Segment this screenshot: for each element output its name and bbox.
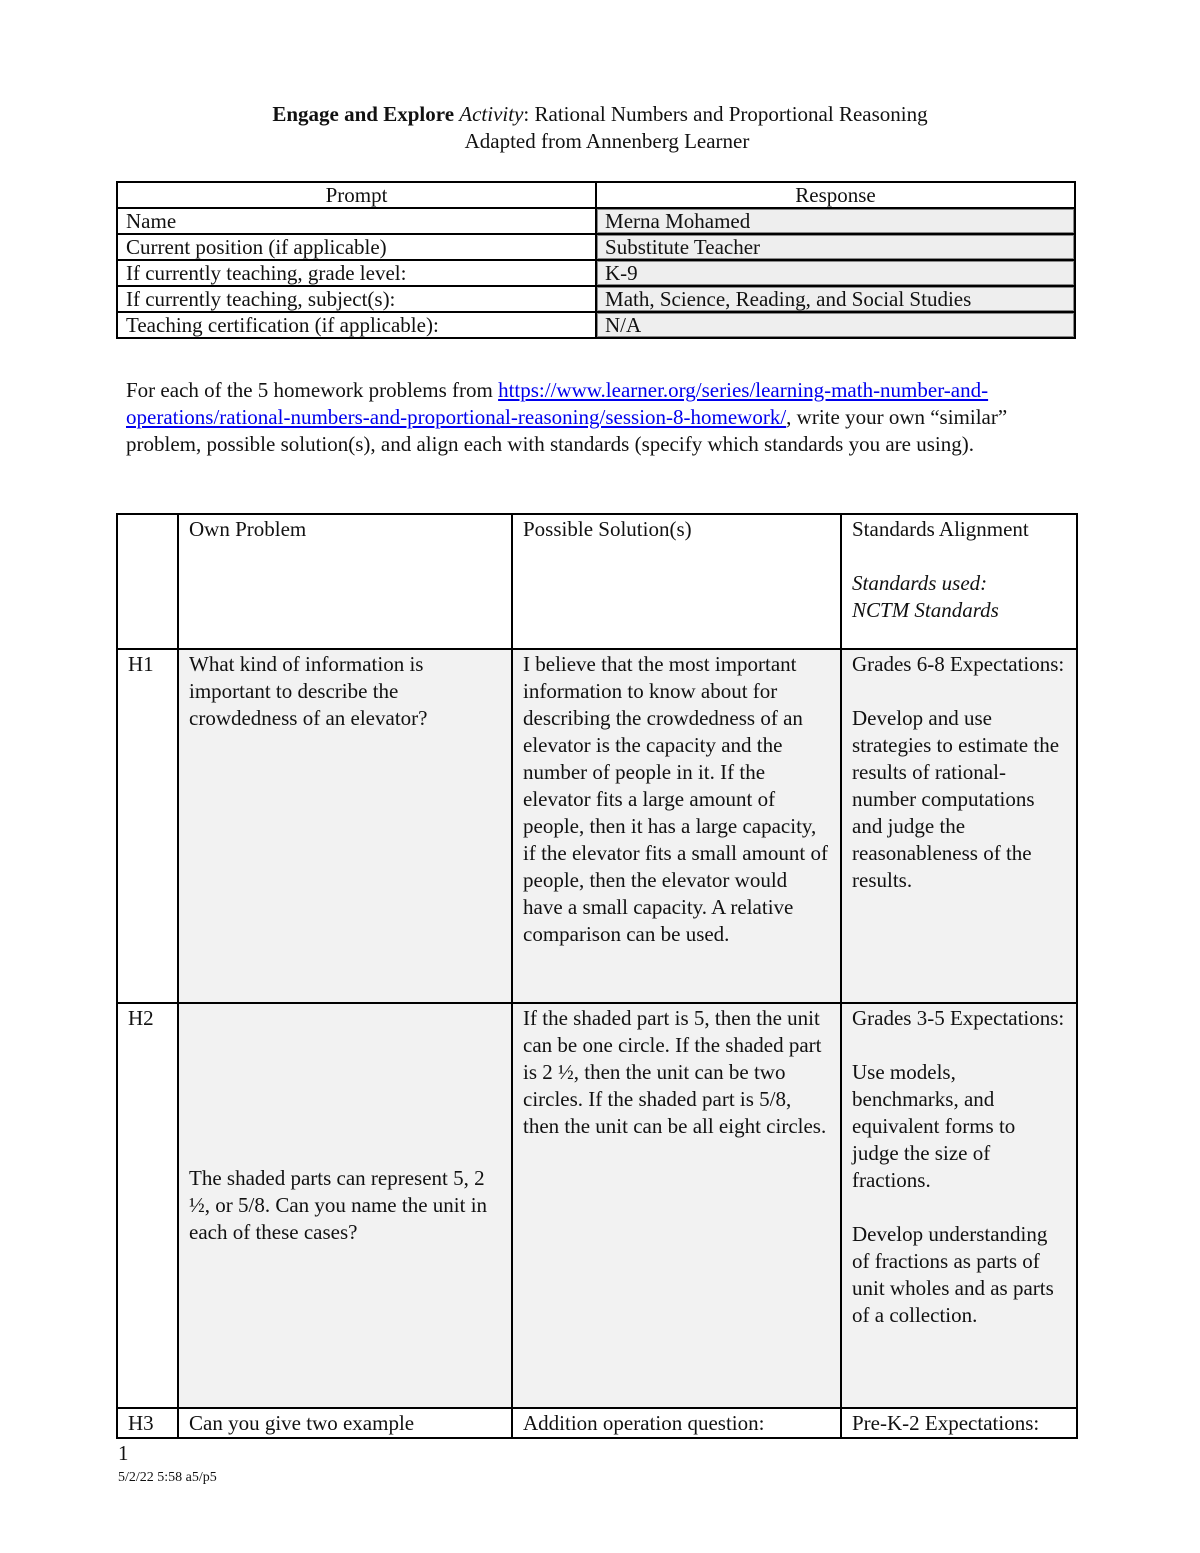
prompt-cell: Name [117, 208, 596, 234]
homework-link[interactable]: https://www.learner.org/series/learning-math-number-and-operations/rational-numbers-and-proportional-reasoning/session-8-homework/ [126, 378, 989, 429]
row-id: H1 [117, 649, 178, 1003]
info-row [117, 312, 1075, 338]
response-field-subjects[interactable]: Math, Science, Reading, and Social Studies [596, 286, 1075, 312]
info-table [116, 181, 1076, 339]
standards-item: Develop understanding of fractions as parts of unit wholes and as parts of a collection. [852, 1222, 1054, 1327]
row-id: H2 [117, 1003, 178, 1408]
solution-cell[interactable]: Addition operation question: [512, 1408, 841, 1438]
standards-header [841, 514, 1077, 649]
standards-cell[interactable]: Pre-K-2 Expectations: [841, 1408, 1077, 1438]
problem-text: The shaded parts can represent 5, 2 ½, or 5/8. Can you name the unit in each of these cases? [189, 1165, 488, 1244]
title-italic: Activity [459, 102, 524, 126]
info-row [117, 260, 1075, 286]
title-rest: : Rational Numbers and Proportional Reasoning [523, 102, 928, 126]
footer-stamp: 5/2/22 5:58 a5/p5 [118, 1470, 217, 1485]
standards-item: Develop and use strategies to estimate the results of rational-number computations and judge the reasonableness of the results. [852, 706, 1060, 892]
prompt-cell: Teaching certification (if applicable): [117, 312, 596, 338]
info-row [117, 208, 1075, 234]
table-row [117, 1408, 1077, 1438]
page-number: 1 [118, 1441, 129, 1465]
prompt-cell: Current position (if applicable) [117, 234, 596, 260]
instructions-paragraph [126, 377, 1071, 458]
standards-grade: Grades 3-5 Expectations: [852, 1006, 1065, 1030]
prompt-cell: If currently teaching, grade level: [117, 260, 596, 286]
homework-table [116, 513, 1078, 1439]
instructions-text-after: , write your own “similar” problem, possible solution(s), and align each with standards (specify which standards you are using). [126, 405, 1008, 456]
response-field-name[interactable]: Merna Mohamed [596, 208, 1075, 234]
standards-cell[interactable] [841, 1003, 1077, 1408]
response-header: Response [596, 182, 1075, 208]
info-table-header [117, 182, 1075, 208]
own-problem-header: Own Problem [178, 514, 512, 649]
standards-used-label: Standards used: [852, 571, 988, 595]
standards-alignment-label: Standards Alignment [852, 517, 1029, 541]
response-field-position[interactable]: Substitute Teacher [596, 234, 1075, 260]
solution-cell[interactable]: I believe that the most important information to know about for describing the crowdedness of an elevator is the capacity and the number of people in it. If the elevator fits a large amount of people, then it has a large capacity, if the elevator fits a small amount of people, then the elevator would have a small capacity. A relative comparison can be used. [512, 649, 841, 1003]
prompt-header: Prompt [117, 182, 596, 208]
info-row [117, 286, 1075, 312]
id-header [117, 514, 178, 649]
row-id: H3 [117, 1408, 178, 1438]
standards-grade: Grades 6-8 Expectations: [852, 652, 1065, 676]
homework-header-row [117, 514, 1077, 649]
problem-cell[interactable] [178, 1003, 512, 1408]
prompt-cell: If currently teaching, subject(s): [117, 286, 596, 312]
standards-cell[interactable] [841, 649, 1077, 1003]
info-row [117, 234, 1075, 260]
problem-cell[interactable]: What kind of information is important to describe the crowdedness of an elevator? [178, 649, 512, 1003]
table-row [117, 649, 1077, 1003]
document-title [0, 101, 1200, 128]
response-field-certification[interactable]: N/A [596, 312, 1075, 338]
solution-cell[interactable]: If the shaded part is 5, then the unit can be one circle. If the shaded part is 2 ½, then the unit can be two circles. If the shaded part is 5/8, then the unit can be all eight circles. [512, 1003, 841, 1408]
title-bold: Engage and Explore [272, 102, 455, 126]
document-subtitle: Adapted from Annenberg Learner [464, 129, 750, 153]
standards-item: Use models, benchmarks, and equivalent forms to judge the size of fractions. [852, 1060, 1016, 1192]
standards-name: NCTM Standards [852, 598, 999, 622]
problem-cell[interactable]: Can you give two example [178, 1408, 512, 1438]
table-row [117, 1003, 1077, 1408]
response-field-grade[interactable]: K-9 [596, 260, 1075, 286]
possible-solutions-header: Possible Solution(s) [512, 514, 841, 649]
instructions-text-before: For each of the 5 homework problems from [126, 378, 499, 402]
